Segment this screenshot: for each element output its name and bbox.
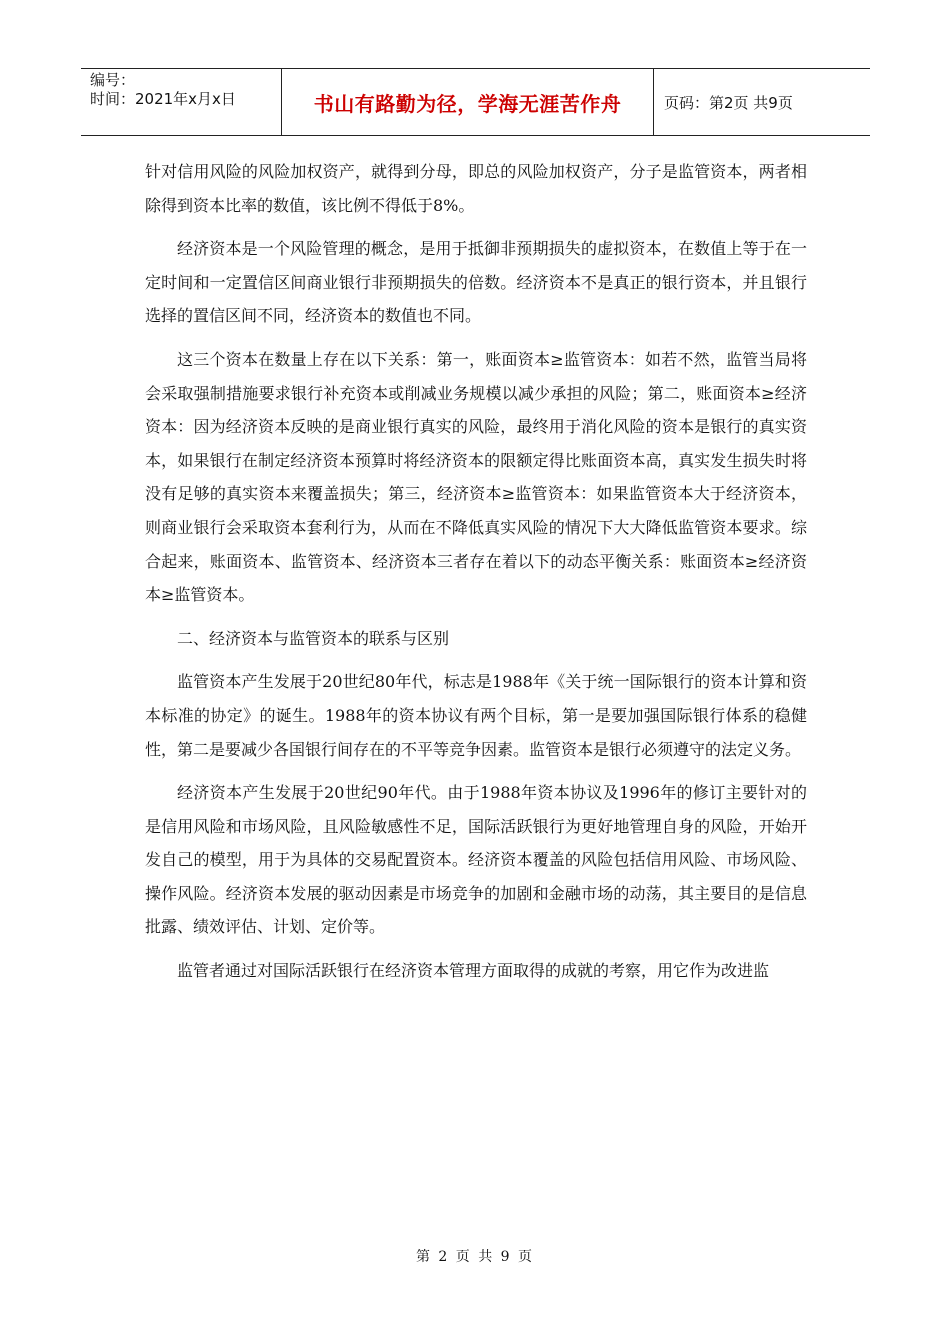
header-meta-cell: [81, 69, 282, 135]
paragraph: 监管资本产生发展于20世纪80年代，标志是1988年《关于统一国际银行的资本计算和资本标准的协定》的诞生。1988年的资本协议有两个目标，第一是要加强国际银行体系的稳健性，第二是要减少各国银行间存在的不平等竞争因素。监管资本是银行必须遵守的法定义务。: [145, 672, 807, 759]
header-motto-cell: [282, 69, 654, 135]
paragraph: 这三个资本在数量上存在以下关系：第一，账面资本≥监管资本：如若不然，监管当局将会采取强制措施要求银行补充资本或削减业务规模以减少承担的风险；第二，账面资本≥经济资本：因为经济资本反映的是商业银行真实的风险，最终用于消化风险的资本是银行的真实资本，如果银行在制定经济资本预算时将经济资本的限额定得比账面资本高，真实发生损失时将没有足够的真实资本来覆盖损失；第三，经济资本≥监管资本：如果监管资本大于经济资本，则商业银行会采取资本套利行为，从而在不降低真实风险的情况下大大降低监管资本要求。综合起来，账面资本、监管资本、经济资本三者存在着以下的动态平衡关系：账面资本≥经济资本≥监管资本。: [145, 349, 807, 605]
paragraph: 经济资本产生发展于20世纪90年代。由于1988年资本协议及1996年的修订主要针对的是信用风险和市场风险，且风险敏感性不足，国际活跃银行为更好地管理自身的风险，开始开发自己的模型，用于为具体的交易配置资本。经济资本覆盖的风险包括信用风险、市场风险、操作风险。经济资本发展的驱动因素是市场竞争的加剧和金融市场的动荡，其主要目的是信息批露、绩效评估、计划、定价等。: [145, 783, 807, 937]
document-header: [81, 68, 870, 136]
page-label: 页码：第2页 共9页: [664, 93, 793, 112]
section-heading: 二、经济资本与监管资本的联系与区别: [177, 628, 450, 648]
date-label: 时间：2021年x月x日: [90, 90, 236, 108]
page-footer: 第 2 页 共 9 页: [415, 1249, 535, 1265]
paragraph: 针对信用风险的风险加权资产，就得到分母，即总的风险加权资产，分子是监管资本，两者相除得到资本比率的数值，该比例不得低于8%。: [145, 162, 807, 215]
number-label: 编号：: [90, 71, 136, 89]
motto-text: 书山有路勤为径，学海无涯苦作舟: [313, 91, 622, 116]
paragraph: 经济资本是一个风险管理的概念，是用于抵御非预期损失的虚拟资本，在数值上等于在一定时间和一定置信区间商业银行非预期损失的倍数。经济资本不是真正的银行资本，并且银行选择的置信区间不同，经济资本的数值也不同。: [145, 239, 807, 326]
document-body: [145, 155, 807, 998]
paragraph: 监管者通过对国际活跃银行在经济资本管理方面取得的成就的考察，用它作为改进监: [177, 961, 770, 981]
header-page-cell: [654, 69, 870, 135]
